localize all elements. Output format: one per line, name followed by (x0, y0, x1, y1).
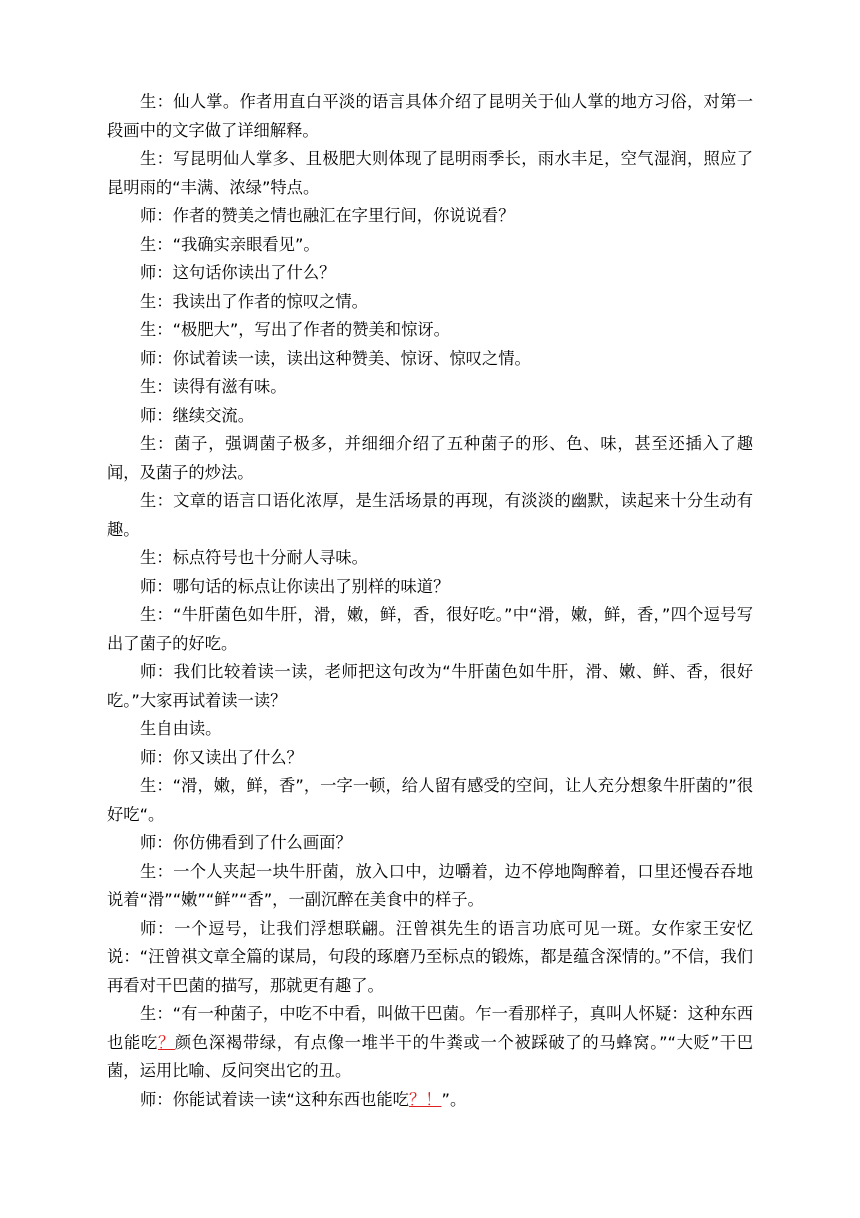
paragraph: 生自由读。 (140, 719, 222, 738)
paragraph: 生：“滑，嫩，鲜，香”，一字一顿，给人留有感受的空间，让人充分想象牛肝菌的”很好吃“。 (107, 776, 753, 824)
paragraph: 师：继续交流。 (140, 405, 254, 425)
paragraph: 生：菌子，强调菌子极多，并细细介绍了五种菌子的形、色、味，甚至还插入了趣闻，及菌子的炒法。 (107, 434, 753, 482)
paragraph: 生：写昆明仙人掌多、且极肥大则体现了昆明雨季长，雨水丰足，空气湿润，照应了昆明雨的“丰满、浓绿”特点。 (107, 149, 753, 197)
paragraph: 生：文章的语言口语化浓厚，是生活场景的再现，有淡淡的幽默，读起来十分生动有趣。 (107, 491, 753, 539)
paragraph: 师：你仿佛看到了什么画面？ (140, 833, 352, 852)
paragraph: 生：仙人掌。作者用直白平淡的语言具体介绍了昆明关于仙人掌的地方习俗，对第一段画中的文字做了详细解释。 (107, 92, 753, 140)
paragraph-text: 生：“有一种菌子，中吃不中看，叫做干巴菌。乍一看那样子，真叫人怀疑：这种东西也能吃 (107, 1004, 753, 1052)
paragraph: 师：你试着读一读，读出这种赞美、惊讶、惊叹之情。 (140, 348, 531, 368)
paragraph: 生：“我确实亲眼看见”。 (140, 234, 320, 254)
paragraph: 生：“极肥大”，写出了作者的赞美和惊讶。 (140, 320, 450, 339)
paragraph: 生：标点符号也十分耐人寻味。 (140, 548, 368, 567)
paragraph: 生：“牛肝菌色如牛肝，滑，嫩，鲜，香，很好吃。”中“滑，嫩，鲜，香，”四个逗号写出了菌子的好吃。 (107, 605, 753, 653)
paragraph-text: ”。 (441, 1089, 467, 1109)
paragraph-text: 师：你能试着读一读“这种东西也能吃 (140, 1089, 409, 1109)
punctuation-annotation: ？！ (408, 1089, 442, 1109)
paragraph-read-aloud (107, 1086, 753, 1115)
document-body (107, 88, 753, 1114)
paragraph: 师：这句话你读出了什么？ (140, 263, 336, 282)
paragraph: 师：哪句话的标点让你读出了别样的味道？ (140, 576, 450, 596)
punctuation-annotation: ？ (157, 1032, 175, 1052)
paragraph: 生：我读出了作者的惊叹之情。 (140, 291, 368, 311)
paragraph: 生：一个人夹起一块牛肝菌，放入口中，边嚼着，边不停地陶醉着，口里还慢吞吞地说着“滑”“嫩”“鲜”“香”，一副沉醉在美食中的样子。 (107, 861, 753, 909)
paragraph: 师：你又读出了什么？ (140, 747, 303, 767)
paragraph: 师：一个逗号，让我们浮想联翩。汪曾祺先生的语言功底可见一斑。女作家王安忆说：“汪曾祺文章全篇的谋局，句段的琢磨乃至标点的锻炼，都是蕴含深情的。”不信，我们再看对干巴菌的描写，那就更有趣了。 (107, 918, 753, 995)
paragraph-text: 颜色深褐带绿，有点像一堆半干的牛粪或一个被踩破了的马蜂窝。”“大贬”干巴菌，运用比喻、反问突出它的丑。 (107, 1032, 753, 1080)
paragraph: 师：作者的赞美之情也融汇在字里行间，你说说看？ (140, 206, 515, 225)
paragraph: 师：我们比较着读一读，老师把这句改为“牛肝菌色如牛肝，滑、嫩、鲜、香，很好吃。”大家再试着读一读？ (107, 662, 753, 710)
paragraph: 生：读得有滋有味。 (140, 377, 287, 396)
paragraph-dried-mushroom (107, 1000, 753, 1086)
